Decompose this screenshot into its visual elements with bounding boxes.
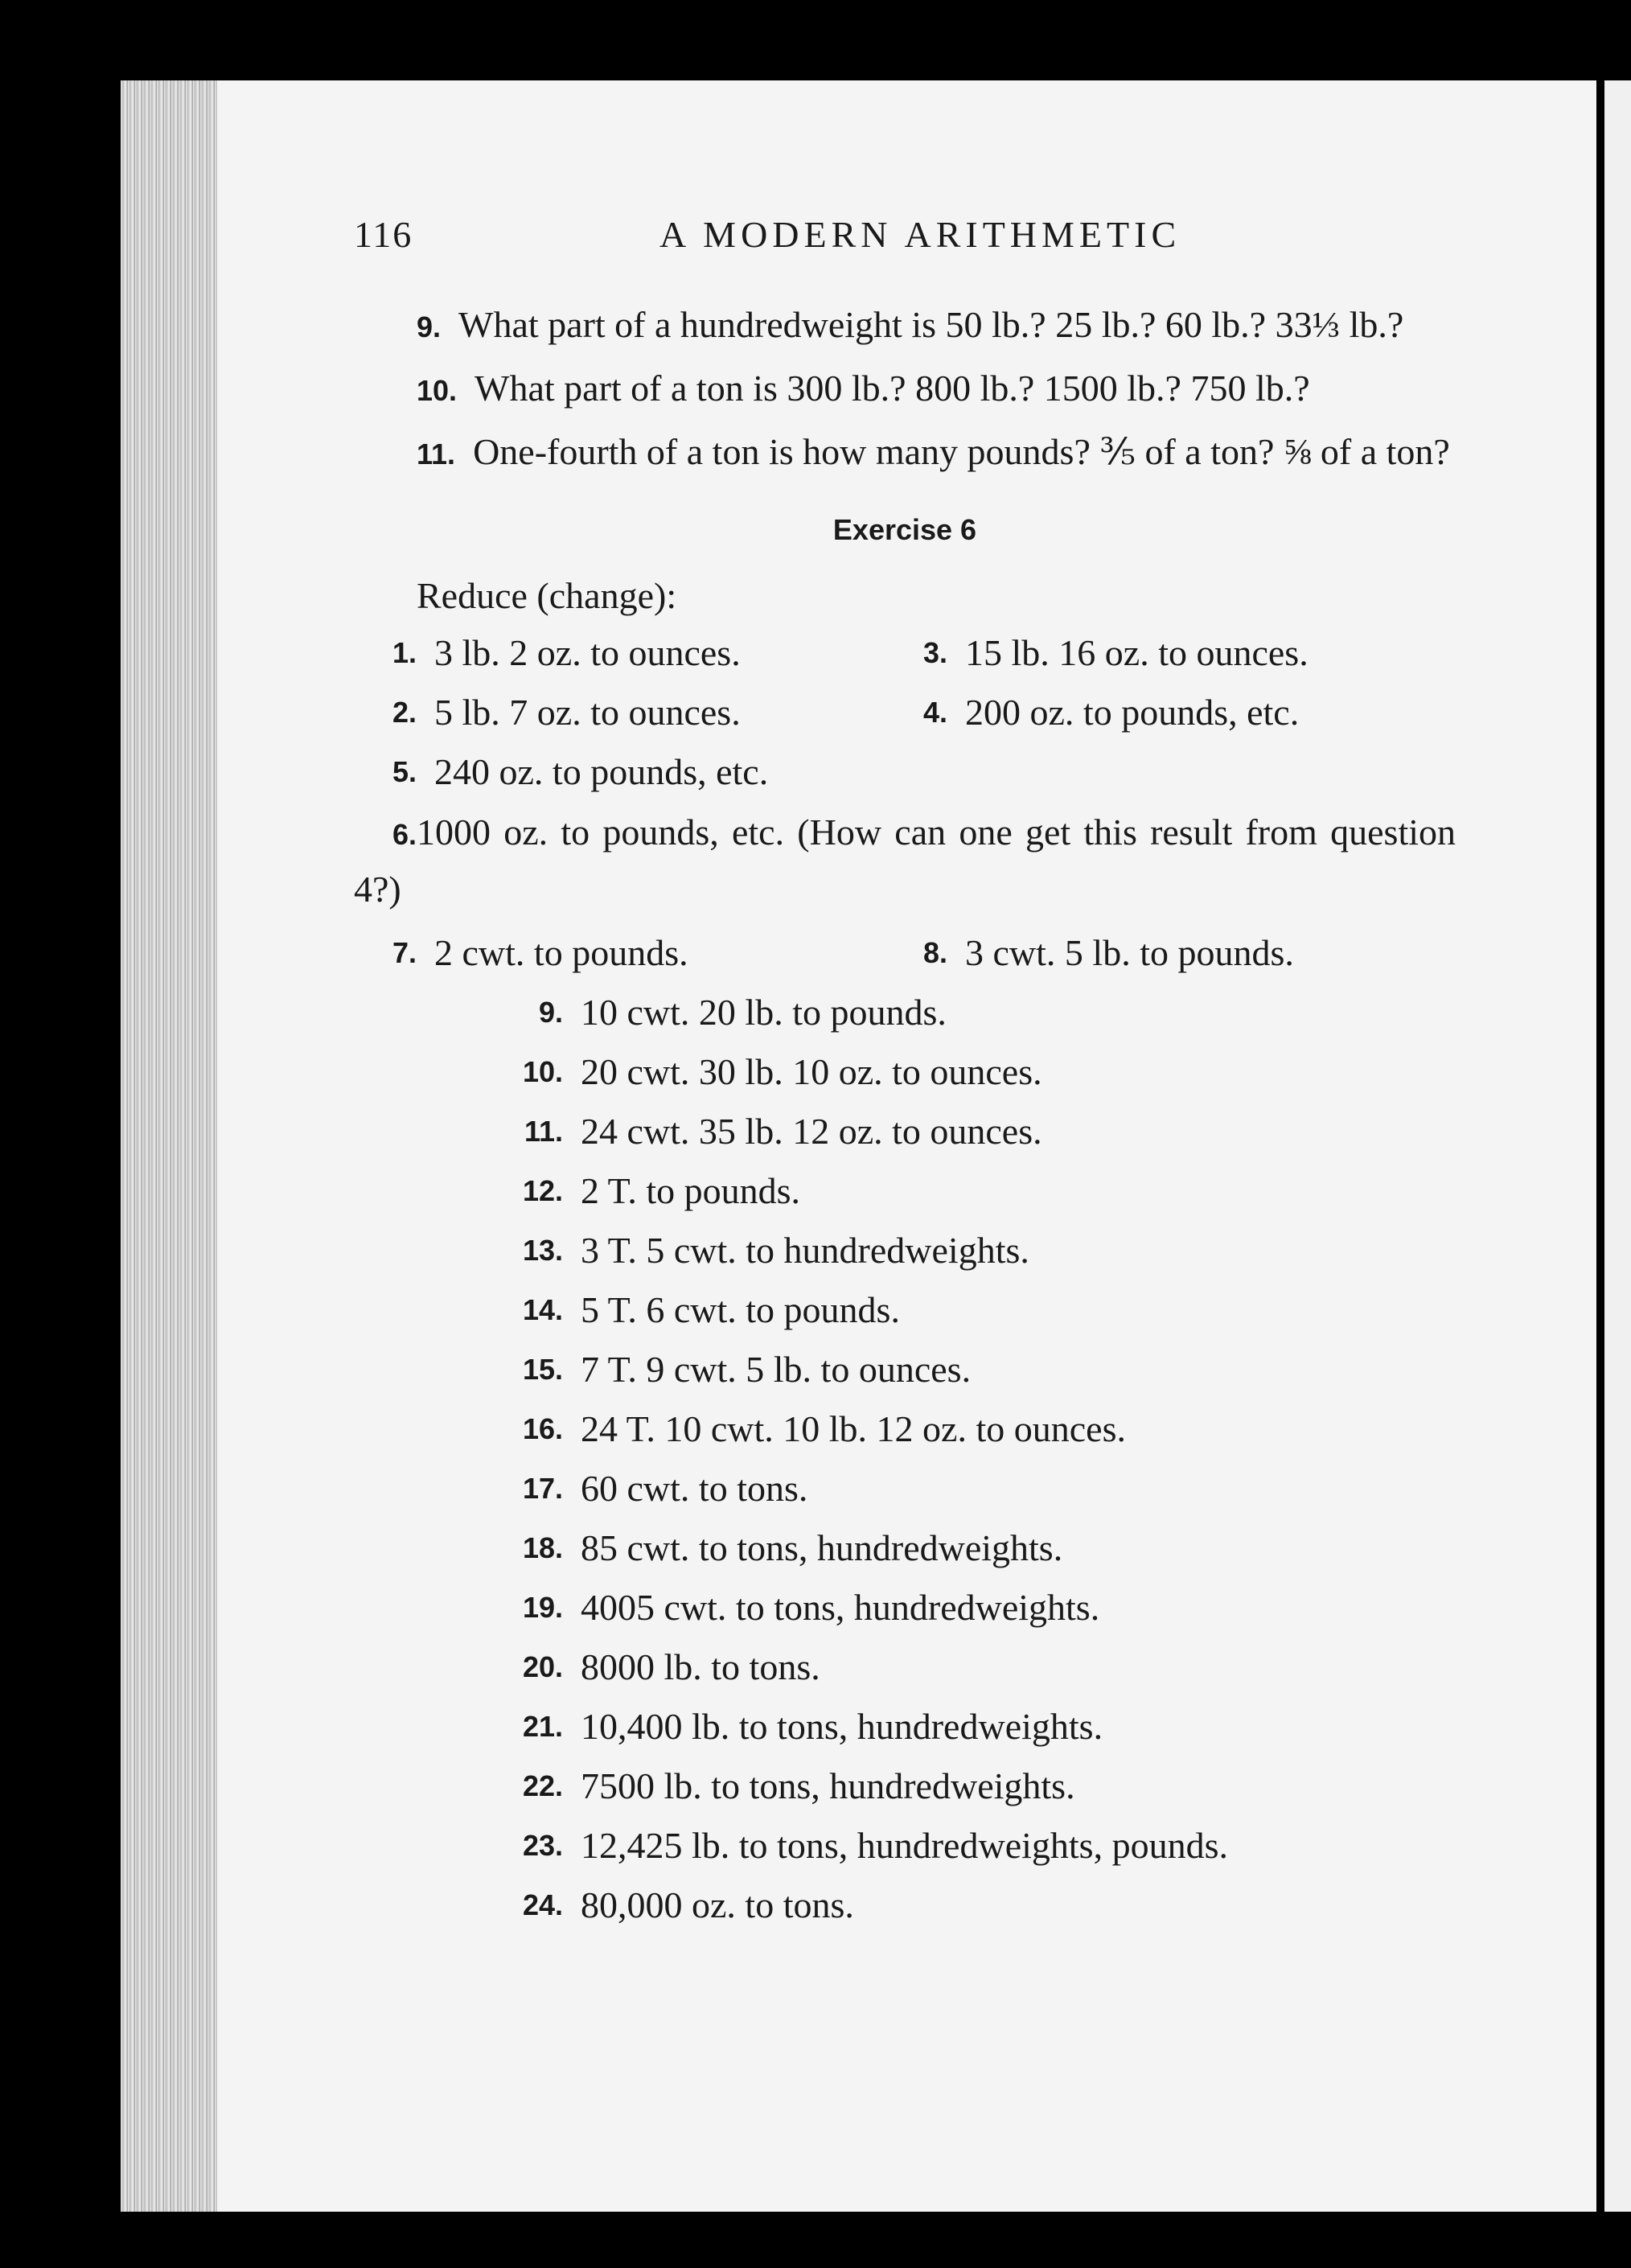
item-number: 18. bbox=[522, 1531, 563, 1564]
item-number: 24. bbox=[522, 1888, 563, 1921]
exercise-item-6 bbox=[354, 805, 1456, 917]
exercise-row bbox=[354, 623, 1456, 683]
item-number: 17. bbox=[522, 1472, 563, 1505]
item-text: 2 T. to pounds. bbox=[581, 1170, 801, 1211]
exercise-row bbox=[354, 1697, 1456, 1756]
item-number: 10. bbox=[522, 1055, 563, 1088]
exercise-row bbox=[354, 742, 1456, 802]
item-number: 13. bbox=[522, 1234, 563, 1267]
item-number: 1. bbox=[392, 636, 417, 669]
item-number: 3. bbox=[922, 636, 947, 669]
exercise-row bbox=[354, 1102, 1456, 1161]
item-number: 5. bbox=[392, 755, 417, 788]
exercise-intro: Reduce (change): bbox=[417, 575, 677, 616]
item-number: 16. bbox=[522, 1412, 563, 1445]
item-text: 4005 cwt. to tons, hundredweights. bbox=[581, 1587, 1100, 1628]
exercise-row bbox=[354, 1280, 1456, 1340]
question-9 bbox=[354, 298, 1456, 355]
item-text: 3 lb. 2 oz. to ounces. bbox=[434, 632, 741, 673]
item-text: 60 cwt. to tons. bbox=[581, 1468, 808, 1509]
item-text: 3 T. 5 cwt. to hundredweights. bbox=[581, 1230, 1029, 1271]
item-text: 15 lb. 16 oz. to ounces. bbox=[965, 632, 1308, 673]
item-text: 20 cwt. 30 lb. 10 oz. to ounces. bbox=[581, 1051, 1042, 1092]
next-page-edge bbox=[1604, 80, 1631, 2212]
exercise-row bbox=[354, 1161, 1456, 1221]
item-text: 10,400 lb. to tons, hundredweights. bbox=[581, 1706, 1103, 1747]
question-text: What part of a ton is 300 lb.? 800 lb.? 1500 lb.? 750 lb.? bbox=[475, 368, 1310, 409]
item-number: 14. bbox=[522, 1293, 563, 1326]
item-text: 12,425 lb. to tons, hundredweights, pounds. bbox=[581, 1825, 1228, 1866]
item-number: 22. bbox=[522, 1769, 563, 1802]
exercise-row bbox=[354, 983, 1456, 1042]
item-text: 3 cwt. 5 lb. to pounds. bbox=[965, 932, 1294, 973]
item-text: 10 cwt. 20 lb. to pounds. bbox=[581, 992, 947, 1033]
exercise-row bbox=[354, 923, 1456, 983]
item-number: 11. bbox=[524, 1115, 563, 1148]
question-11 bbox=[354, 425, 1456, 482]
item-text: 240 oz. to pounds, etc. bbox=[434, 751, 769, 792]
item-text: 85 cwt. to tons, hundredweights. bbox=[581, 1527, 1063, 1568]
item-text: 2 cwt. to pounds. bbox=[434, 932, 688, 973]
exercise-list bbox=[354, 983, 1456, 1935]
exercise-row bbox=[354, 1578, 1456, 1637]
item-text: 80,000 oz. to tons. bbox=[581, 1884, 854, 1925]
item-text: 7500 lb. to tons, hundredweights. bbox=[581, 1765, 1075, 1806]
item-text: 7 T. 9 cwt. 5 lb. to ounces. bbox=[581, 1349, 972, 1390]
question-text: What part of a hundredweight is 50 lb.? 25 lb.? 60 lb.? 33⅓ lb.? bbox=[458, 304, 1404, 345]
item-text: 200 oz. to pounds, etc. bbox=[965, 692, 1300, 733]
exercise-row bbox=[354, 1816, 1456, 1876]
exercise-row bbox=[354, 1340, 1456, 1399]
item-number: 15. bbox=[522, 1353, 563, 1386]
item-text: 24 T. 10 cwt. 10 lb. 12 oz. to ounces. bbox=[581, 1408, 1126, 1449]
exercise-row bbox=[354, 683, 1456, 742]
item-number: 7. bbox=[392, 936, 417, 969]
item-number: 9. bbox=[538, 996, 563, 1029]
exercise-row bbox=[354, 1756, 1456, 1816]
item-text: 24 cwt. 35 lb. 12 oz. to ounces. bbox=[581, 1111, 1042, 1152]
running-title: A MODERN ARITHMETIC bbox=[659, 214, 1181, 255]
exercise-row bbox=[354, 1221, 1456, 1280]
page-number: 116 bbox=[354, 214, 413, 255]
question-number: 11. bbox=[417, 438, 456, 470]
item-number: 12. bbox=[522, 1174, 563, 1207]
question-text: One-fourth of a ton is how many pounds? ⅗ of a ton? ⅝ of a ton? bbox=[473, 431, 1450, 472]
item-text: 5 T. 6 cwt. to pounds. bbox=[581, 1289, 900, 1330]
item-number: 8. bbox=[922, 936, 947, 969]
item-number: 21. bbox=[522, 1710, 563, 1743]
exercise-row bbox=[354, 1042, 1456, 1102]
item-number: 6. bbox=[392, 818, 417, 851]
item-text: 5 lb. 7 oz. to ounces. bbox=[434, 692, 741, 733]
item-number: 20. bbox=[522, 1650, 563, 1683]
item-text: 1000 oz. to pounds, etc. (How can one get this result from question 4?) bbox=[354, 811, 1456, 910]
question-number: 9. bbox=[417, 310, 442, 343]
item-number: 2. bbox=[392, 696, 417, 729]
exercise-row bbox=[354, 1399, 1456, 1459]
exercise-row bbox=[354, 1637, 1456, 1697]
page-body bbox=[354, 298, 1456, 1935]
exercise-row bbox=[354, 1876, 1456, 1935]
exercise-heading: Exercise 6 bbox=[832, 513, 977, 546]
item-number: 19. bbox=[522, 1591, 563, 1624]
question-number: 10. bbox=[417, 374, 458, 407]
question-10 bbox=[354, 361, 1456, 418]
item-number: 23. bbox=[522, 1829, 563, 1862]
item-number: 4. bbox=[922, 696, 947, 729]
exercise-row bbox=[354, 1518, 1456, 1578]
item-text: 8000 lb. to tons. bbox=[581, 1646, 820, 1687]
page-edge bbox=[121, 80, 233, 2212]
exercise-row bbox=[354, 1459, 1456, 1518]
